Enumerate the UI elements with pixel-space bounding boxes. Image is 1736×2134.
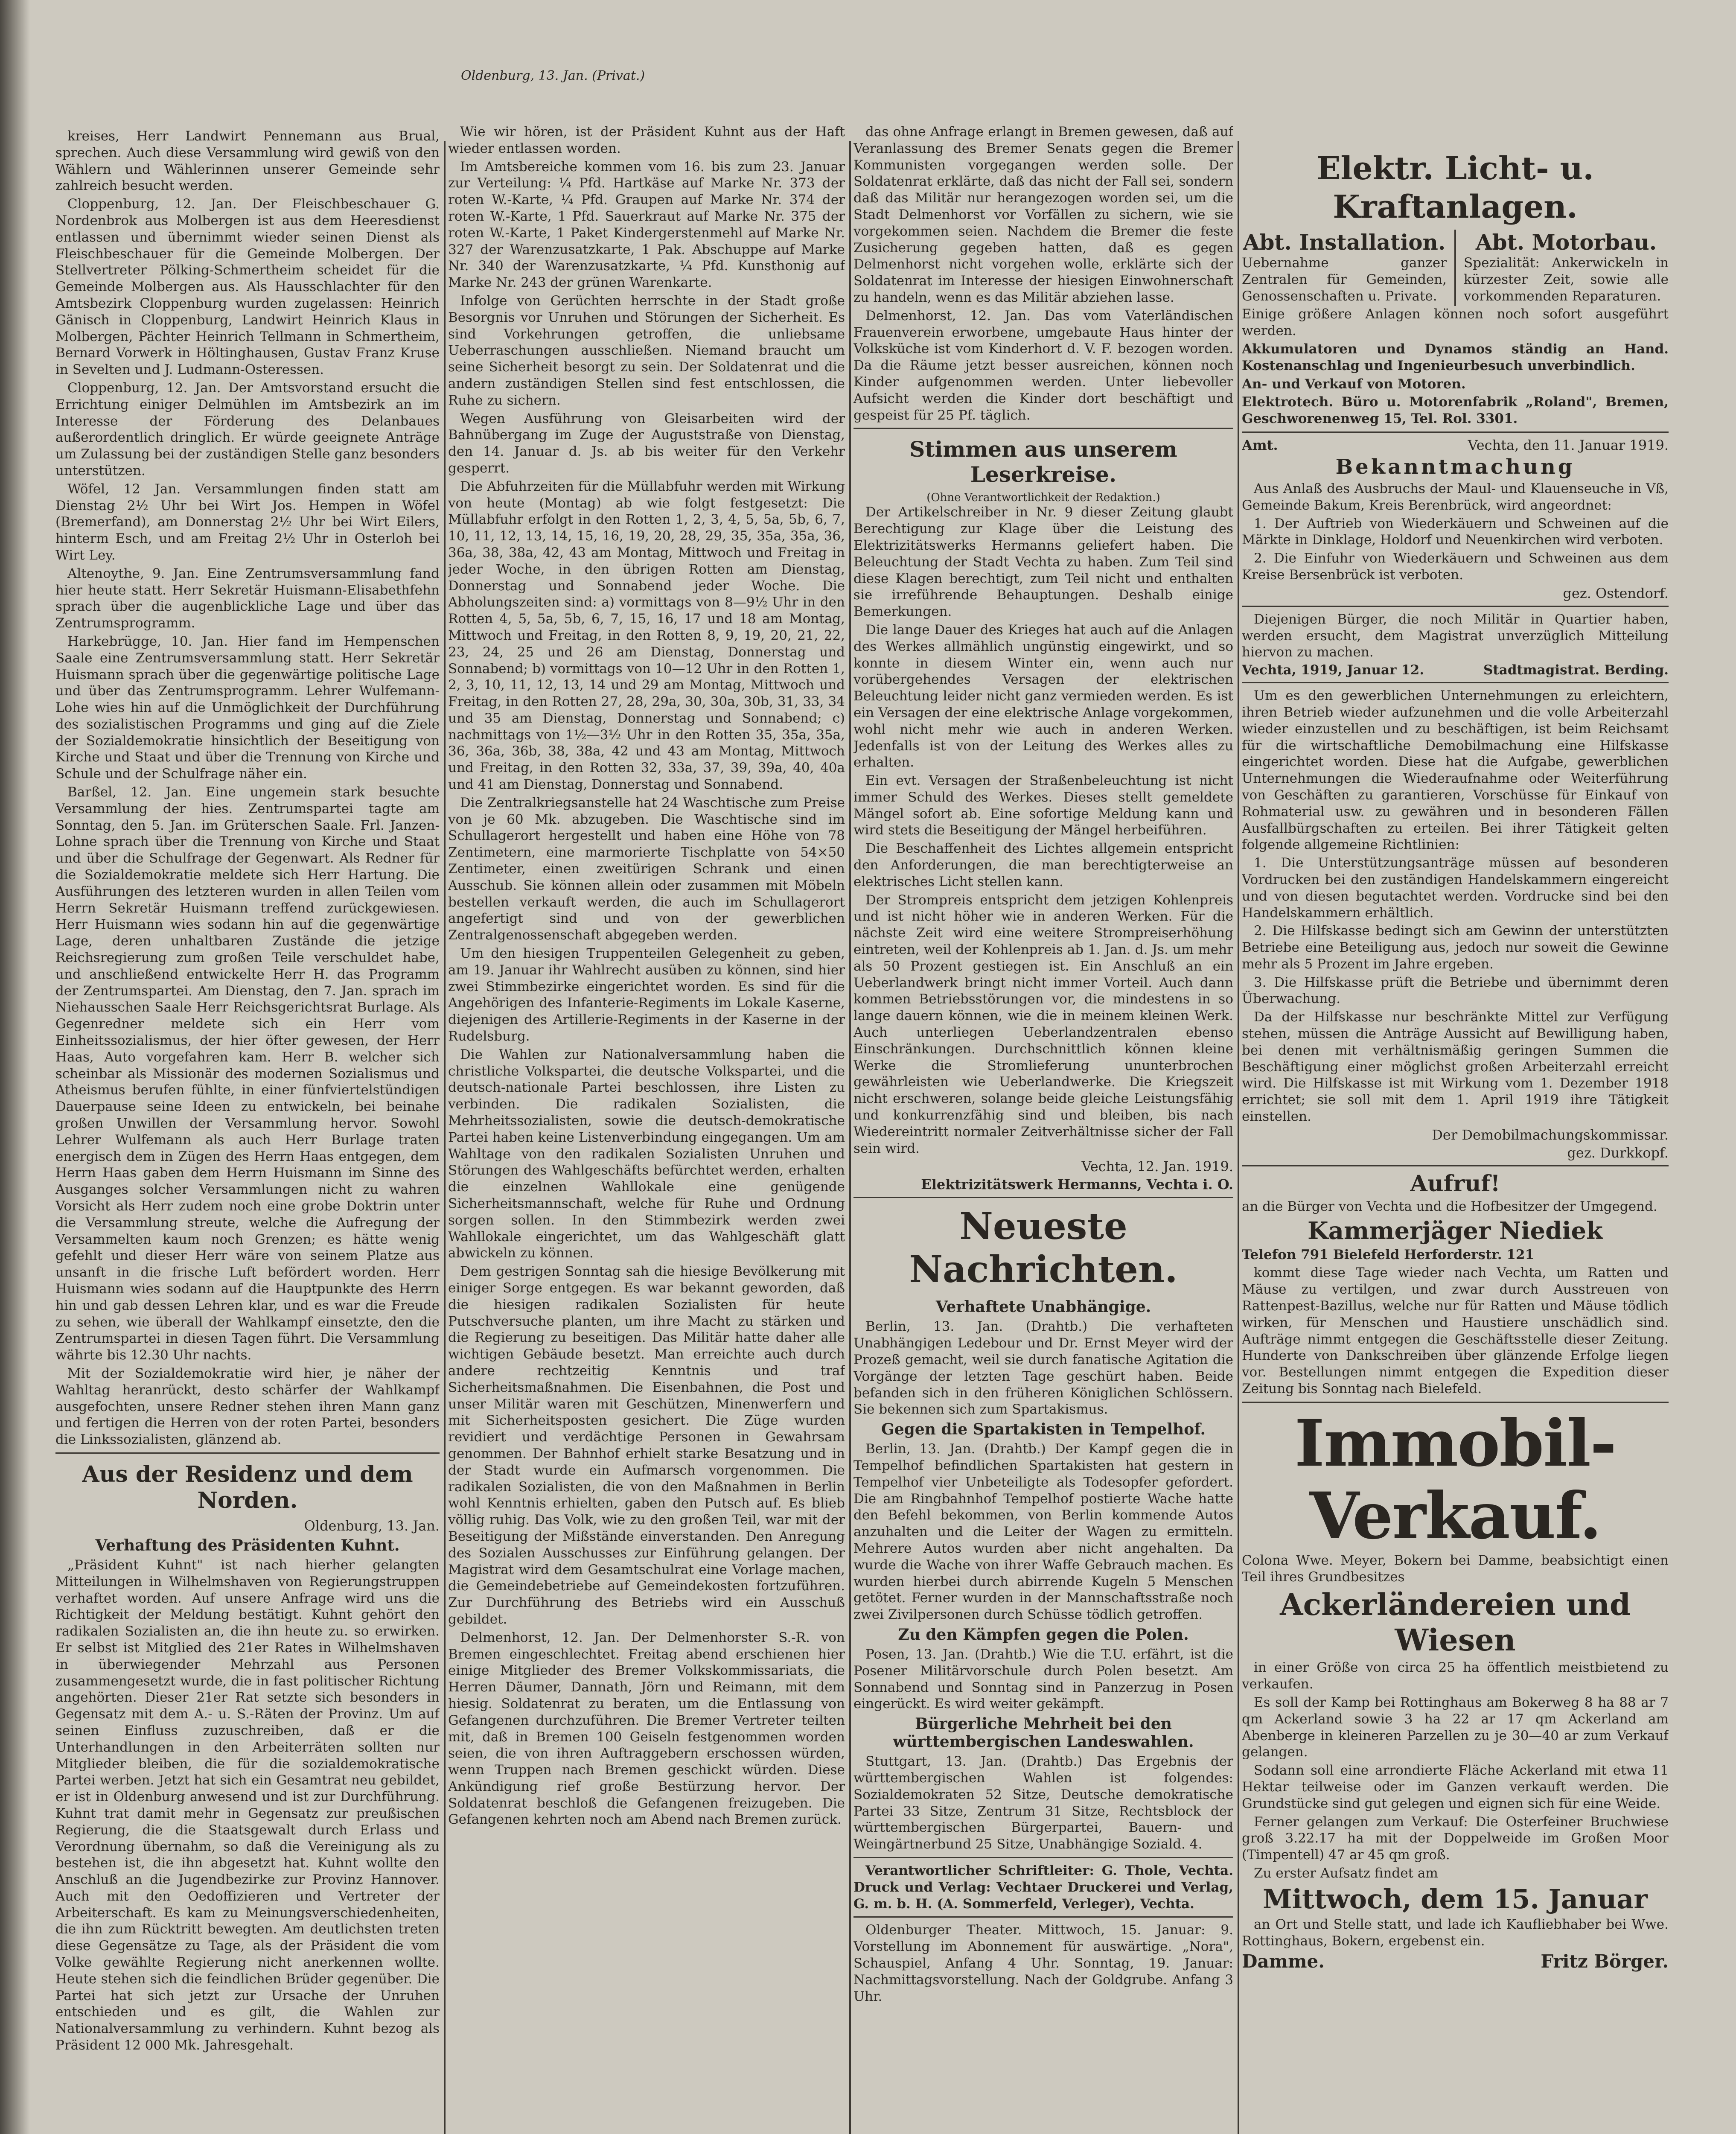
signature: Elektrizitätswerk Hermanns, Vechta i. O. (921, 1176, 1233, 1193)
section-heading: Stimmen aus unserem Leserkreise. (909, 437, 1177, 487)
immobil-title: Immobil-Verkauf. (1294, 1405, 1616, 1554)
article-paragraph: Infolge von Gerüchten herrschte in der Stadt große Besorgnis vor Unruhen und Störungen der Sicherheit. Es sind Vorkehrungen getroffen, die unliebsame Ueberraschungen ausschließen. Niemand braucht um seine Sicherheit besorgt zu sein. Der Soldatenrat und die andern zuständigen Stellen sind fest entschlossen, die Ruhe zu sichern. (448, 293, 845, 408)
article-paragraph: Cloppenburg, 12. Jan. Der Amtsvorstand ersucht die Errichtung einiger Delmühlen im Amtsbezirk an im Interesse der Förderung des Delanbaues außerordentlich dringlich. Er würde geeignete Anträge um Zulassung bei der zuständigen Stelle ganz besonders unterstützen. (55, 380, 440, 478)
column-2 (448, 124, 845, 1830)
divider (853, 1857, 1233, 1858)
col1-paragraphs-2 (55, 1557, 440, 2054)
article-paragraph: Dem gestrigen Sonntag sah die hiesige Bevölkerung mit einiger Sorge entgegen. Es war bekannt geworden, daß die hiesigen radikalen Sozialisten für heute Putschversuche planten, um ihre Macht zu stärken und die Regierung zu beseitigen. Das Militär hatte daher alle wichtigen Gebäude besetzt. Man erreichte auch durch andere rechtzeitig Kenntnis und traf Sicherheitsmaßnahmen. Die Eisenbahnen, die Post und unser Militär waren mit Geschützen, Minenwerfern und mit Sicherheitsposten gesichert. Die Züge wurden revidiert und verdächtige Personen in Gewahrsam genommen. Der Bahnhof erhielt starke Besatzung und in der Stadt wurde ein Aufmarsch vorgenommen. Die radikalen Sozialisten, die von den Maßnahmen in Berlin wohl Kenntnis erhielten, gaben den Putsch auf. Es blieb völlig ruhig. Das Volk, wie zu den großen Teil, war mit der Beseitigung der Mißstände einverstanden. Den Anregung des Sozialen Ausschusses zur Einführung gelangen. Der Magistrat wird dem Gesamtschulrat eine Vorlage machen, die Gemeindebetriebe auf Gemeindekosten fortzuführen. Zur Durchführung des Betriebs wird ein Ausschuß gebildet. (448, 1264, 845, 1627)
article-paragraph: Die Zentralkriegsanstelle hat 24 Waschtische zum Preise von je 60 Mk. abzugeben. Die Waschtische sind im Schullagerort hergestellt und haben eine Höhe von 78 Zentimetern, eine marmorierte Tischplatte von 54×50 Zentimeter, einen zweitürigen Schrank und einen Ausschub. Sie können allein oder zusammen mit Möbeln bestellen verkauft werden, die auch im Schullagerort angefertigt sind und von der gewerblichen Zentralgenossenschaft abgegeben werden. (448, 795, 845, 943)
article-paragraph: Stuttgart, 13. Jan. (Drahtb.) Das Ergebnis der württembergischen Wahlen ist folgendes: Sozialdemokraten 52 Sitze, Deutsche demokratische Partei 33 Sitze, Zentrum 31 Sitze, Rechtsblock der württembergischen Bürgerpartei, Bauern- und Weingärtnerbund 25 Sitze, Unabhängige Soziald. 4. (853, 1754, 1233, 1852)
notice2-signature: Stadtmagistrat. Berding. (1483, 662, 1669, 678)
article-paragraph: Um es den gewerblichen Unternehmungen zu erleichtern, ihren Betrieb wieder aufzunehmen und die volle Arbeiterzahl wieder einzustellen und zu beschäftigen, ist beim Reichsamt für die wirtschaftliche Demobilmachung eine Hilfskasse eingerichtet worden. Diese hat die Aufgabe, gewerblichen Unternehmungen die Wiederaufnahme oder Weiterführung von Geschäften zu garantieren, Vorschüsse für Einkauf von Rohmaterial usw. zu gewähren und in besonderen Fällen Ausfallbürgschaften zu erteilen. Bei ihrer Tätigkeit gelten folgende allgemeine Richtlinien: (1242, 688, 1669, 853)
signature-name: Fritz Börger. (1541, 1951, 1669, 1972)
article-paragraph: Die Abfuhrzeiten für die Müllabfuhr werden mit Wirkung von heute (Montag) ab wie folgt festgesetzt: Die Müllabfuhr erfolgt in den Rotten 1, 2, 3, 4, 5, 5a, 5b, 6, 7, 10, 11, 12, 13, 14, 15, 16, 19, 20, 28, 29, 35, 35a, 35a, 36, 36a, 38, 38a, 42, 43 am Montag, Mittwoch und Freitag in jeder Woche, in den übrigen Rotten am Dienstag, Donnerstag und Sonnabend jeder Woche. Die Abholungszeiten sind: a) vormittags von 8—9½ Uhr in den Rotten 4, 5, 5a, 5b, 6, 7, 15, 16, 17 und 18 am Montag, Mittwoch und Freitag, in den Rotten 8, 9, 19, 20, 21, 22, 23, 24, 25 und 26 am Dienstag, Donnerstag und Sonnabend; b) vormittags von 10—12 Uhr in den Rotten 1, 2, 3, 10, 11, 12, 13, 14 und 29 am Montag, Mittwoch und Freitag, in den Rotten 27, 28, 29a, 30, 30a, 30b, 31, 33, 34 und 35 am Dienstag, Donnerstag und Sonnabend; c) nachmittags von 1½—3½ Uhr in den Rotten 35, 35a, 35a, 36, 36a, 36b, 38, 38a, 42 und 43 am Montag, Mittwoch und Freitag, in den Rotten 32, 33a, 37, 39, 39a, 40, 40a und 41 am Dienstag, Donnerstag und Sonnabend. (448, 478, 845, 793)
column-rule (444, 141, 446, 2134)
col2-paragraphs (448, 124, 845, 1828)
article-paragraph: Im Amtsbereiche kommen vom 16. bis zum 23. Januar zur Verteilung: ¼ Pfd. Hartkäse auf Marke Nr. 373 der roten W.-Karte, ¼ Pfd. Graupen auf Marke Nr. 374 der roten W.-Karte, 1 Pfd. Sauerkraut auf Marke Nr. 375 der roten W.-Karte, 1 Paket Kindergerstenmehl auf Marke Nr. 327 der Warenzusatzkarte, 1 Pak. Abschuppe auf Marke Nr. 340 der Warenzusatzkarte, ¼ Pfd. Kunsthonig auf Marke Nr. 243 der grünen Warenkarte. (448, 159, 845, 291)
top-header-line (299, 43, 1024, 102)
article-paragraph: Delmenhorst, 12. Jan. Das vom Vaterländischen Frauenverein erworbene, umgebaute Haus hinter der Volksküche ist vom Kinderhort d. V. F. bezogen worden. Da die Räume jetzt besser ausreichen, können noch Kinder aufgenommen werden. Unter liebevoller Aufsicht werden die Kinder dort beschäftigt und gespeist für 25 Pf. täglich. (853, 308, 1233, 423)
divider (853, 1197, 1233, 1198)
article-paragraph: Um den hiesigen Truppenteilen Gelegenheit zu geben, am 19. Januar ihr Wahlrecht ausüben zu können, sind hier zwei Stimmbezirke eingerichtet worden. Es sind für die Angehörigen des Infanterie-Regiments im Lokale Kaserne, diejenigen des Artillerie-Regiments in der Kaserne in der Rudelsburg. (448, 946, 845, 1044)
immobil-signature (1242, 1951, 1669, 1972)
article-paragraph: Die lange Dauer des Krieges hat auch auf die Anlagen des Werkes allmählich ungünstig eingewirkt, und so konnte in diesem Winter ein, wenn auch nur vorübergehendes Versagen der elektrischen Beleuchtung leider nicht ganz vermieden werden. Es ist ein Versagen der eine elektrische Anlage vorgekommen, wohl nicht mehr wie auch in anderen Werken. Jedenfalls ist von der Leitung des Werkes alles zu erhalten. (853, 622, 1233, 770)
divider (853, 428, 1233, 429)
ad-line: An- und Verkauf von Motoren. (1242, 376, 1466, 392)
divider (1242, 606, 1669, 607)
imprint: Verantwortlicher Schriftleiter: G. Thole, Vechta. Druck und Verlag: Vechtaer Druckerei und Verlag, G. m. b. H. (A. Sommerfeld, Verleger), Vechta. (853, 1863, 1233, 1912)
demob-signature-1: Der Demobilmachungskommissar. (1432, 1126, 1669, 1143)
article-paragraph: Wie wir hören, ist der Präsident Kuhnt aus der Haft wieder entlassen worden. (448, 124, 845, 156)
ad-title-electric: Elektr. Licht- u. Kraftanlagen. (1317, 150, 1594, 225)
article-paragraph: Barßel, 12. Jan. Eine ungemein stark besuchte Versammlung der hies. Zentrumspartei tagte am Sonntag, den 5. Jan. im Grüterschen Saale. Frl. Janzen-Lohne sprach über die Trennung von Kirche und Staat und über die Schulfrage der Gegenwart. Als Redner für die Sozialdemokratie meldete sich Herr Hartung. Die Ausführungen des letzteren wurden in allen Teilen vom Herrn Sekretär Huismann treffend zurückgewiesen. Herr Huismann wies sodann hin auf die gegenwärtige Lage, deren unhaltbaren Zustände die jetzige Reichsregierung zum großen Teile verschuldet habe, und anschließend entwickelte Herr H. das Programm der Zentrumspartei. Am Dienstag, den 7. Jan. sprach im Niehausschen Saale Herr Reichsgerichtsrat Burlage. Als Gegenredner meldete sich ein Herr vom Einheitssozialismus, der hier öfter gewesen, der Herr Haas, Auto vorgefahren kam. Herr B. welcher sich scheinbar als Missionär des modernen Sozialismus und Atheismus berufen fühlte, in einer fünfviertelstündigen Dauerpause seine Ideen zu entwickeln, bei beinahe großen Unwillen der Versammlung hervor. Sowohl Lehrer Wulfemann als auch Herr Burlage traten energisch dem in Zügen des Herrn Haas entgegen, dem Herrn Haas gaben dem Herrn Huismann im Sinne des Ausganges solcher Versammlungen nicht zu wahren Vorsicht als Herr zudem noch eine grobe Doktrin unter die Versammlung streute, welche die Aufregung der Versammelten kaum noch Grenzen; es hätte wenig gefehlt und dieser Herr wäre von seinem Platze aus unsanft in die frische Luft befördert worden. Herr Huismann wies sodann auf die Hauptpunkte des Herrn hin und gab dessen Lehren klar, und es war die Freude zu sehen, wie überall der Wahlkampf einsetzte, den die Zentrumspartei in diesen Tagen führt. Die Versammlung währte bis 12.30 Uhr nachts. (55, 784, 440, 1363)
section-heading-news: Neueste Nachrichten. (909, 1205, 1178, 1291)
article-subheading: Bürgerliche Mehrheit bei den württembergischen Landeswahlen. (893, 1715, 1194, 1751)
ad-right-heading: Abt. Motorbau. (1475, 230, 1657, 255)
immobil-subtitle: Ackerländereien und Wiesen (1280, 1587, 1631, 1658)
col3-paragraphs-4 (853, 1441, 1233, 1623)
article-paragraph: 3. Die Hilfskasse prüft die Betriebe und übernimmt deren Überwachung. (1242, 974, 1669, 1007)
article-paragraph: Aus Anlaß des Ausbruchs der Maul- und Klauenseuche in Vß, Gemeinde Bakum, Kreis Berenbrück, wird angeordnet: (1242, 481, 1669, 513)
divider (55, 1452, 440, 1454)
notice-quarters: Diejenigen Bürger, die noch Militär in Quartier haben, werden ersucht, dem Magistrat unverzüglich Mitteilung hiervon zu machen. (1242, 611, 1669, 660)
immobil-text: in einer Größe von circa 25 ha öffentlich meistbietend zu verkaufen. (1242, 1660, 1669, 1692)
top-dateline: Oldenburg, 13. Jan. (Privat.) (461, 68, 645, 83)
notice-signature: gez. Ostendorf. (1563, 585, 1669, 601)
article-paragraph: „Präsident Kuhnt" ist nach hierher gelangten Mitteilungen in Wilhelmshaven von Regierungstruppen verhaftet worden. Auf unsere Anfrage wird uns die Richtigkeit der Meldung bestätigt. Kuhnt gehört den radikalen Sozialisten an, die ihn heute zu. so erwirken. Er selbst ist Mitglied des 21er Rates in Wilhelmshaven in überwiegender Mehrzahl aus Personen zusammengesetzt wurde, die in fast politischer Richtung angehörten. Dieser 21er Rat setzte sich besonders in Gegensatz mit dem A.- u. S.-Räten der Provinz. Um auf seinen Einfluss zuzuschreiben, daß er die Unterhandlungen in den Arbeiterräten sollten nur Mitglieder bleiben, die für die sozialdemokratische Partei werben. Jetzt hat sich ein Gesamtrat neu gebildet, er ist in Oldenburg anwesend und ist zur Durchführung. Kuhnt trat damit mehr in Gegensatz zur preußischen Regierung, die die Staatsgewalt durch Erlass und Verordnung übernahm, so daß die Vereinigung als zu bestehen ist, die ihn abgesetzt hat. Kuhnt wollte den Anschluß an die Jugendbezirke zur Provinz Hannover. Auch mit den Oedoffizieren und Vertreter der Arbeiterschaft. Es kam zu Meinungsverschiedenheiten, die ihn zum Rücktritt bewegten. Am deutlichsten treten diese Gegensätze zu Tage, als der Präsident die vom Volke gewählte Regierung nicht anerkennen wollte. Heute stehen sich die feindlichen Brüder gegenüber. Die Partei hat sich jetzt zur Ursache der Unruhen entschieden und es gilt, die Wahlen zur Nationalversammlung zu verhindern. Kuhnt bezog als Präsident 12 000 Mk. Jahresgehalt. (55, 1557, 440, 2053)
ad-right-text: Spezialität: Ankerwickeln in kürzester Zeit, sowie alle vorkommenden Reparaturen. (1464, 255, 1669, 304)
article-paragraph: Wegen Ausführung von Gleisarbeiten wird der Bahnübergang im Zuge der Auguststraße von Dienstag, den 14. Januar d. Js. ab bis weiter für den Verkehr gesperrt. (448, 411, 845, 476)
article-paragraph: Der Artikelschreiber in Nr. 9 dieser Zeitung glaubt Berechtigung zur Klage über die Leistung des Elektrizitätswerks Hermanns geliefert haben. Die Beleuchtung der Stadt Vechta zu haben. Zum Teil sind diese Klagen berechtigt, zum Teil nicht und enthalten sie irreführende Behauptungen. Deshalb einige Bemerkungen. (853, 504, 1233, 620)
ad-left (1242, 230, 1447, 306)
ad-left-text: Uebernahme ganzer Zentralen für Gemeinden, Genossenschaften u. Private. (1242, 255, 1447, 304)
aufruf-line: an die Bürger von Vechta und die Hofbesitzer der Umgegend. (1242, 1198, 1657, 1214)
kammerjaeger-title: Kammerjäger Niediek (1308, 1216, 1603, 1245)
divider (1242, 1165, 1669, 1166)
article-paragraph: kreises, Herr Landwirt Pennemann aus Brual, sprechen. Auch diese Versammlung wird gewiß von den Wählern und Wählerinnen unserer Gemeinde sehr zahlreich besucht werden. (55, 128, 440, 194)
kammerjaeger-text: kommt diese Tage wieder nach Vechta, um Ratten und Mäuse zu vertilgen, und zwar durch Ausstreuen von Rattenpest-Bazillus, welche nur für Ratten und Mäuse tödlich wirken, für Menschen und Haustiere unschädlich sind. Aufträge nimmt entgegen die Geschäftsstelle dieser Zeitung. Hunderte von Dankschreiben über glänzende Erfolge liegen vor. Bestellungen nimmt entgegen die Expedition dieser Zeitung bis Sonntag nach Bielefeld. (1242, 1265, 1669, 1397)
col3-paragraphs-5 (853, 1646, 1233, 1712)
col3-paragraphs-3 (853, 1318, 1233, 1418)
notice-office: Amt. (1242, 437, 1278, 453)
ad-two-columns (1242, 230, 1669, 306)
notice-title: Bekanntmachung (1335, 455, 1575, 479)
binding-shadow (0, 0, 30, 2134)
column-rule (1238, 141, 1239, 2134)
article-paragraph: Wöfel, 12 Jan. Versammlungen finden statt am Dienstag 2½ Uhr bei Wirt Jos. Hempen in Wöfel (Bremerfand), am Donnerstag 2½ Uhr bei Wirt Eilers, hinterm Esch, und am Freitag 2½ Uhr in Osterloh bei Wirt Ley. (55, 481, 440, 563)
article-subheading: Gegen die Spartakisten in Tempelhof. (881, 1420, 1206, 1439)
article-paragraph: 1. Der Auftrieb von Wiederkäuern und Schweinen auf die Märkte in Dinklage, Holdorf und Neuenkirchen wird verboten. (1242, 516, 1669, 548)
immobil-text: an Ort und Stelle statt, und lade ich Kaufliebhaber bei Wwe. Rottinghaus, Bokern, ergebenst ein. (1242, 1916, 1669, 1949)
notice2-date: Vechta, 1919, Januar 12. (1242, 662, 1424, 678)
article-paragraph: Der Strompreis entspricht dem jetzigen Kohlenpreis und ist nicht höher wie in anderen Werken. Für die nächste Zeit wird eine weitere Strompreiserhöhung eintreten, weil der Kohlenpreis ab 1. Jan. d. Js. um mehr als 50 Prozent gestiegen ist. Ein Anschluß an ein Ueberlandwerk bringt nicht immer Vorteil. Auch dann kommen Betriebsstörungen vor, die mindestens in so lange dauern können, wie die in meinem kleinen Werk. Auch unterliegen Ueberlandzentralen ebenso Einschränkungen. Durchschnittlich können kleine Werke die Stromlieferung ununterbrochen gewährleisten wie Ueberlandwerke. Die Kriegszeit nicht erschweren, solange beide gleiche Leistungsfähig und konkurrenzfähig sind und bleiben, bis nach Wiedereintritt normaler Zeitverhältnisse sicher der Fall sein wird. (853, 892, 1233, 1156)
article-paragraph: Berlin, 13. Jan. (Drahtb.) Der Kampf gegen die in Tempelhof befindlichen Spartakisten hat gestern in Tempelhof vier Unbeteiligte als Todesopfer gefordert. Die am Ringbahnhof Tempelhof postierte Wache hatte den Befehl bekommen, von Berlin kommende Autos anzuhalten und die Leiter der Wagen zu ermitteln. Mehrere Autos wurden aber nicht angehalten. Da wurde die Wache von ihrer Waffe Gebrauch machen. Es wurden hierbei durch abirrende Kugeln 5 Menschen getötet. Ferner wurden in der Mannschaftsstraße noch zwei Zivilpersonen durch Schüsse tödlich getroffen. (853, 1441, 1233, 1623)
article-paragraph: Die Beschaffenheit des Lichtes allgemein entspricht den Anforderungen, die man berechtigterweise an elektrisches Licht stellen kann. (853, 841, 1233, 889)
column-3 (853, 124, 1233, 2006)
divider (1242, 682, 1669, 683)
demob-paragraphs (1242, 688, 1669, 1125)
notice-paragraphs (1242, 481, 1669, 583)
divider (1242, 431, 1669, 433)
article-paragraph: Harkebrügge, 10. Jan. Hier fand im Hempenschen Saale eine Zentrumsversammlung statt. Herr Sekretär Huismann sprach über die gegenwärtige politische Lage und über das Zentrumsprogramm. Lehrer Wulfemann-Lohe wies hin auf die Unmöglichkeit der Durchführung des sozialistischen Programms und ging auf die Ziele der Sozialdemokratie hinsichtlich der Beseitigung von Kirche und Staat und über die Trennung von Kirche und Schule und der Schulfrage näher ein. (55, 633, 440, 782)
col3-paragraphs-2 (853, 504, 1233, 1157)
article-paragraph: Berlin, 13. Jan. (Drahtb.) Die verhafteten Unabhängigen Ledebour und Dr. Ernst Meyer wird der Prozeß gemacht, weil sie durch fanatische Agitation die Vorgänge der letzten Tage geschürt haben. Beide befanden sich in den früheren Königlichen Schlössern. Sie bekennen sich zum Spartakismus. (853, 1319, 1233, 1417)
article-paragraph: Posen, 13. Jan. (Drahtb.) Wie die T.U. erfährt, ist die Posener Militärvorschule durch Polen besetzt. Am Sonnabend und Sonntag sind in Panzerzug in Posen eingerückt. Es wird weiter gekämpft. (853, 1646, 1233, 1712)
article-paragraph: Die Wahlen zur Nationalversammlung haben die christliche Volkspartei, die deutsche Volkspartei, und die deutsch-nationale Partei beschlossen, ihre Listen zu verbinden. Die radikalen Sozialisten, die Mehrheitssozialisten, sowie die deutsch-demokratische Partei haben keine Listenverbindung eingegangen. Um am Wahltage von den radikalen Sozialisten Unruhen und Störungen des Wahlgeschäfts befürchtet werden, erhalten die einzelnen Wahllokale eine genügende Sicherheitsmannschaft, welche für Ruhe und Ordnung sorgen sollen. In den Stimmbezirk werden zwei Wahllokale eingerichtet, um das Wahlgeschäft glatt abwickeln zu können. (448, 1047, 845, 1261)
article-subheading: Verhaftete Unabhängige. (935, 1298, 1151, 1316)
article-paragraph: 1. Die Unterstützungsanträge müssen auf besonderen Vordrucken bei den zuständigen Handelskammern eingereicht und von diesen begutachtet werden. Vordrucke sind bei den Handelskammern erhältlich. (1242, 855, 1669, 921)
ad-divider (1454, 230, 1456, 306)
theater-notice: Oldenburger Theater. Mittwoch, 15. Januar: 9. Vorstellung im Abonnement für auswärtige. „Nora", Schauspiel, Anfang 4 Uhr. Sonntag, 19. Januar: Nachmittagsvorstellung. Nach der Goldgrube. Anfang 3 Uhr. (853, 1922, 1233, 2004)
article-paragraph: Delmenhorst, 12. Jan. Der Delmenhorster S.-R. von Bremen eingeschlechtet. Freitag abend erschienen hier einige Mitglieder des Bremer Volkskommissariats, die Herren Däumer, Dannath, Jörn und Reimann, mit dem hiesig. Soldatenrat zu beraten, um die Entlassung von Gefangenen durchzuführen. Die Bremer Vertreter teilten mit, daß in Bremen 100 Geiseln festgenommen worden seien, die von ihren Auftraggebern erschossen würden, wenn Truppen nach Bremen geschickt würden. Diese Ankündigung rief große Bestürzung hervor. Der Soldatenrat beschloß die Gefangenen freizugeben. Die Gefangenen kehrten noch am Abend nach Bremen zurück. (448, 1630, 845, 1828)
ad-line: Einige größere Anlagen können noch sofort ausgeführt werden. (1242, 306, 1669, 339)
dateline: Oldenburg, 13. Jan. (304, 1517, 440, 1534)
col1-paragraphs (55, 128, 440, 1448)
heading-note: (Ohne Verantwortlichkeit der Redaktion.) (926, 491, 1160, 504)
article-subheading: Zu den Kämpfen gegen die Polen. (898, 1625, 1189, 1644)
section-heading: Aus der Residenz und dem Norden. (82, 1461, 413, 1513)
immobil-text: Es soll der Kamp bei Rottinghaus am Bokerweg 8 ha 88 ar 7 qm Ackerland sowie 3 ha 22 ar 17 qm Ackerland am Abenberge in kleineren Parzellen zu je 30—40 ar zum Verkauf gelangen. (1242, 1695, 1669, 1760)
col3-paragraphs-6 (853, 1753, 1233, 1853)
col3-paragraphs (853, 124, 1233, 423)
ad-firm: Elektrotech. Büro u. Motorenfabrik „Roland", Bremen, Geschworenenweg 15, Tel. Rol. 3301. (1242, 394, 1669, 427)
column-1 (55, 128, 440, 2055)
divider (1242, 1402, 1669, 1403)
immobil-text: Ferner gelangen zum Verkauf: Die Osterfeiner Bruchwiese groß 3.22.17 ha mit der Doppelweide im Großen Moor (Timpentell) 47 ar 45 qm groß. (1242, 1814, 1669, 1863)
ad-right (1464, 230, 1669, 306)
immobil-text: Sodann soll eine arrondierte Fläche Ackerland mit etwa 11 Hektar teilweise oder im Ganzen verkauft werden. Die Grundstücke sind gut gelegen und eignen sich für eine Weide. (1242, 1763, 1669, 1811)
column-4-ads (1242, 149, 1669, 1972)
article-paragraph: 2. Die Hilfskasse bedingt sich am Gewinn der unterstützten Betriebe eine Beteiligung aus, jedoch nur soweit die Gewinne mehr als 5 Prozent im Jahre ergeben. (1242, 923, 1669, 972)
article-paragraph: 2. Die Einfuhr von Wiederkäuern und Schweinen aus dem Kreise Bersenbrück ist verboten. (1242, 551, 1669, 583)
notice2-footer (1242, 662, 1669, 678)
divider (853, 1916, 1233, 1918)
immobil-text: Colona Wwe. Meyer, Bokern bei Damme, beabsichtigt einen Teil ihres Grundbesitzes (1242, 1552, 1669, 1585)
article-paragraph: Da der Hilfskasse nur beschränkte Mittel zur Verfügung stehen, müssen die Anträge Aussicht auf Bewilligung haben, bei denen mit verhältnismäßig geringen Summen die Beschäftigung einer möglichst großen Arbeiterzahl erreicht wird. Die Hilfskasse ist mit Wirkung vom 1. Dezember 1918 errichtet; sie soll mit dem 1. April 1919 ihre Tätigkeit einstellen. (1242, 1009, 1669, 1125)
ad-line: Akkumulatoren und Dynamos ständig an Hand. Kostenanschlag und Ingenieurbesuch unverbindlich. (1242, 341, 1669, 373)
article-paragraph: Mit der Sozialdemokratie wird hier, je näher der Wahltag heranrückt, desto schärfer der Wahlkampf ausgefochten, unsere Redner stehen ihren Mann ganz und fertigen die Herren von der roten Partei, besonders die Linkssozialisten, glänzend ab. (55, 1365, 440, 1448)
aufruf-title: Aufruf! (1410, 1170, 1500, 1197)
notice-header (1242, 437, 1669, 453)
notice-date: Vechta, den 11. Januar 1919. (1468, 437, 1669, 453)
dateline: Vechta, 12. Jan. 1919. (1081, 1158, 1233, 1175)
article-subheading: Verhaftung des Präsidenten Kuhnt. (95, 1536, 400, 1554)
immobil-text: Zu erster Aufsatz findet am (1254, 1865, 1438, 1881)
kammerjaeger-address: Telefon 791 Bielefeld Herforderstr. 121 (1242, 1247, 1535, 1262)
demob-signature-2: gez. Durkkopf. (1567, 1144, 1669, 1161)
ad-left-heading: Abt. Installation. (1243, 230, 1446, 255)
article-paragraph: Altenoythe, 9. Jan. Eine Zentrumsversammlung fand hier heute statt. Herr Sekretär Huismann-Elisabethfehn sprach über die augenblickliche Lage und über das Zentrumsprogramm. (55, 566, 440, 631)
column-rule (849, 141, 851, 2134)
immobil-date: Mittwoch, dem 15. Januar (1262, 1883, 1648, 1915)
article-paragraph: das ohne Anfrage erlangt in Bremen gewesen, daß auf Veranlassung des Bremer Senats gegen die Bremer Kommunisten vorgegangen werden solle. Der Soldatenrat erklärte, daß das nicht der Fall sei, sondern daß das Militär nur herangezogen worden sei, um die Stadt Delmenhorst vor Vorfällen zu sichern, wie sie vorgekommen seien. Nachdem die Bremer die feste Zusicherung gegeben hatten, daß es gegen Delmenhorst nicht vorgehen wolle, erklärte sich der Soldatenrat im Interesse der hiesigen Einwohnerschaft zu handeln, wenn es das Militär abziehen lasse. (853, 124, 1233, 305)
article-paragraph: Ein evt. Versagen der Straßenbeleuchtung ist nicht immer Schuld des Werkes. Dieses stellt gemeldete Mängel sofort ab. Eine sofortige Meldung kann und wird stets die Beseitigung der Mängel herbeiführen. (853, 773, 1233, 838)
signature-place: Damme. (1242, 1951, 1325, 1972)
article-paragraph: Cloppenburg, 12. Jan. Der Fleischbeschauer G. Nordenbrok aus Molbergen ist aus dem Heeresdienst entlassen und übernimmt wieder seinen Dienst als Fleischbeschauer für die Gemeinde Molbergen. Der Stellvertreter Pölking-Schmertheim scheidet für die Gemeinde Molbergen aus. Als Hausschlachter für den Amtsbezirk Cloppenburg wurden zugelassen: Heinrich Gänisch in Cloppenburg, Landwirt Heinrich Klaus in Molbergen, Pächter Heinrich Tellmann in Schmertheim, Bernard Vorwerk in Höltinghausen, Gustav Franz Kruse in Sevelten und J. Ludmann-Osteressen. (55, 196, 440, 378)
